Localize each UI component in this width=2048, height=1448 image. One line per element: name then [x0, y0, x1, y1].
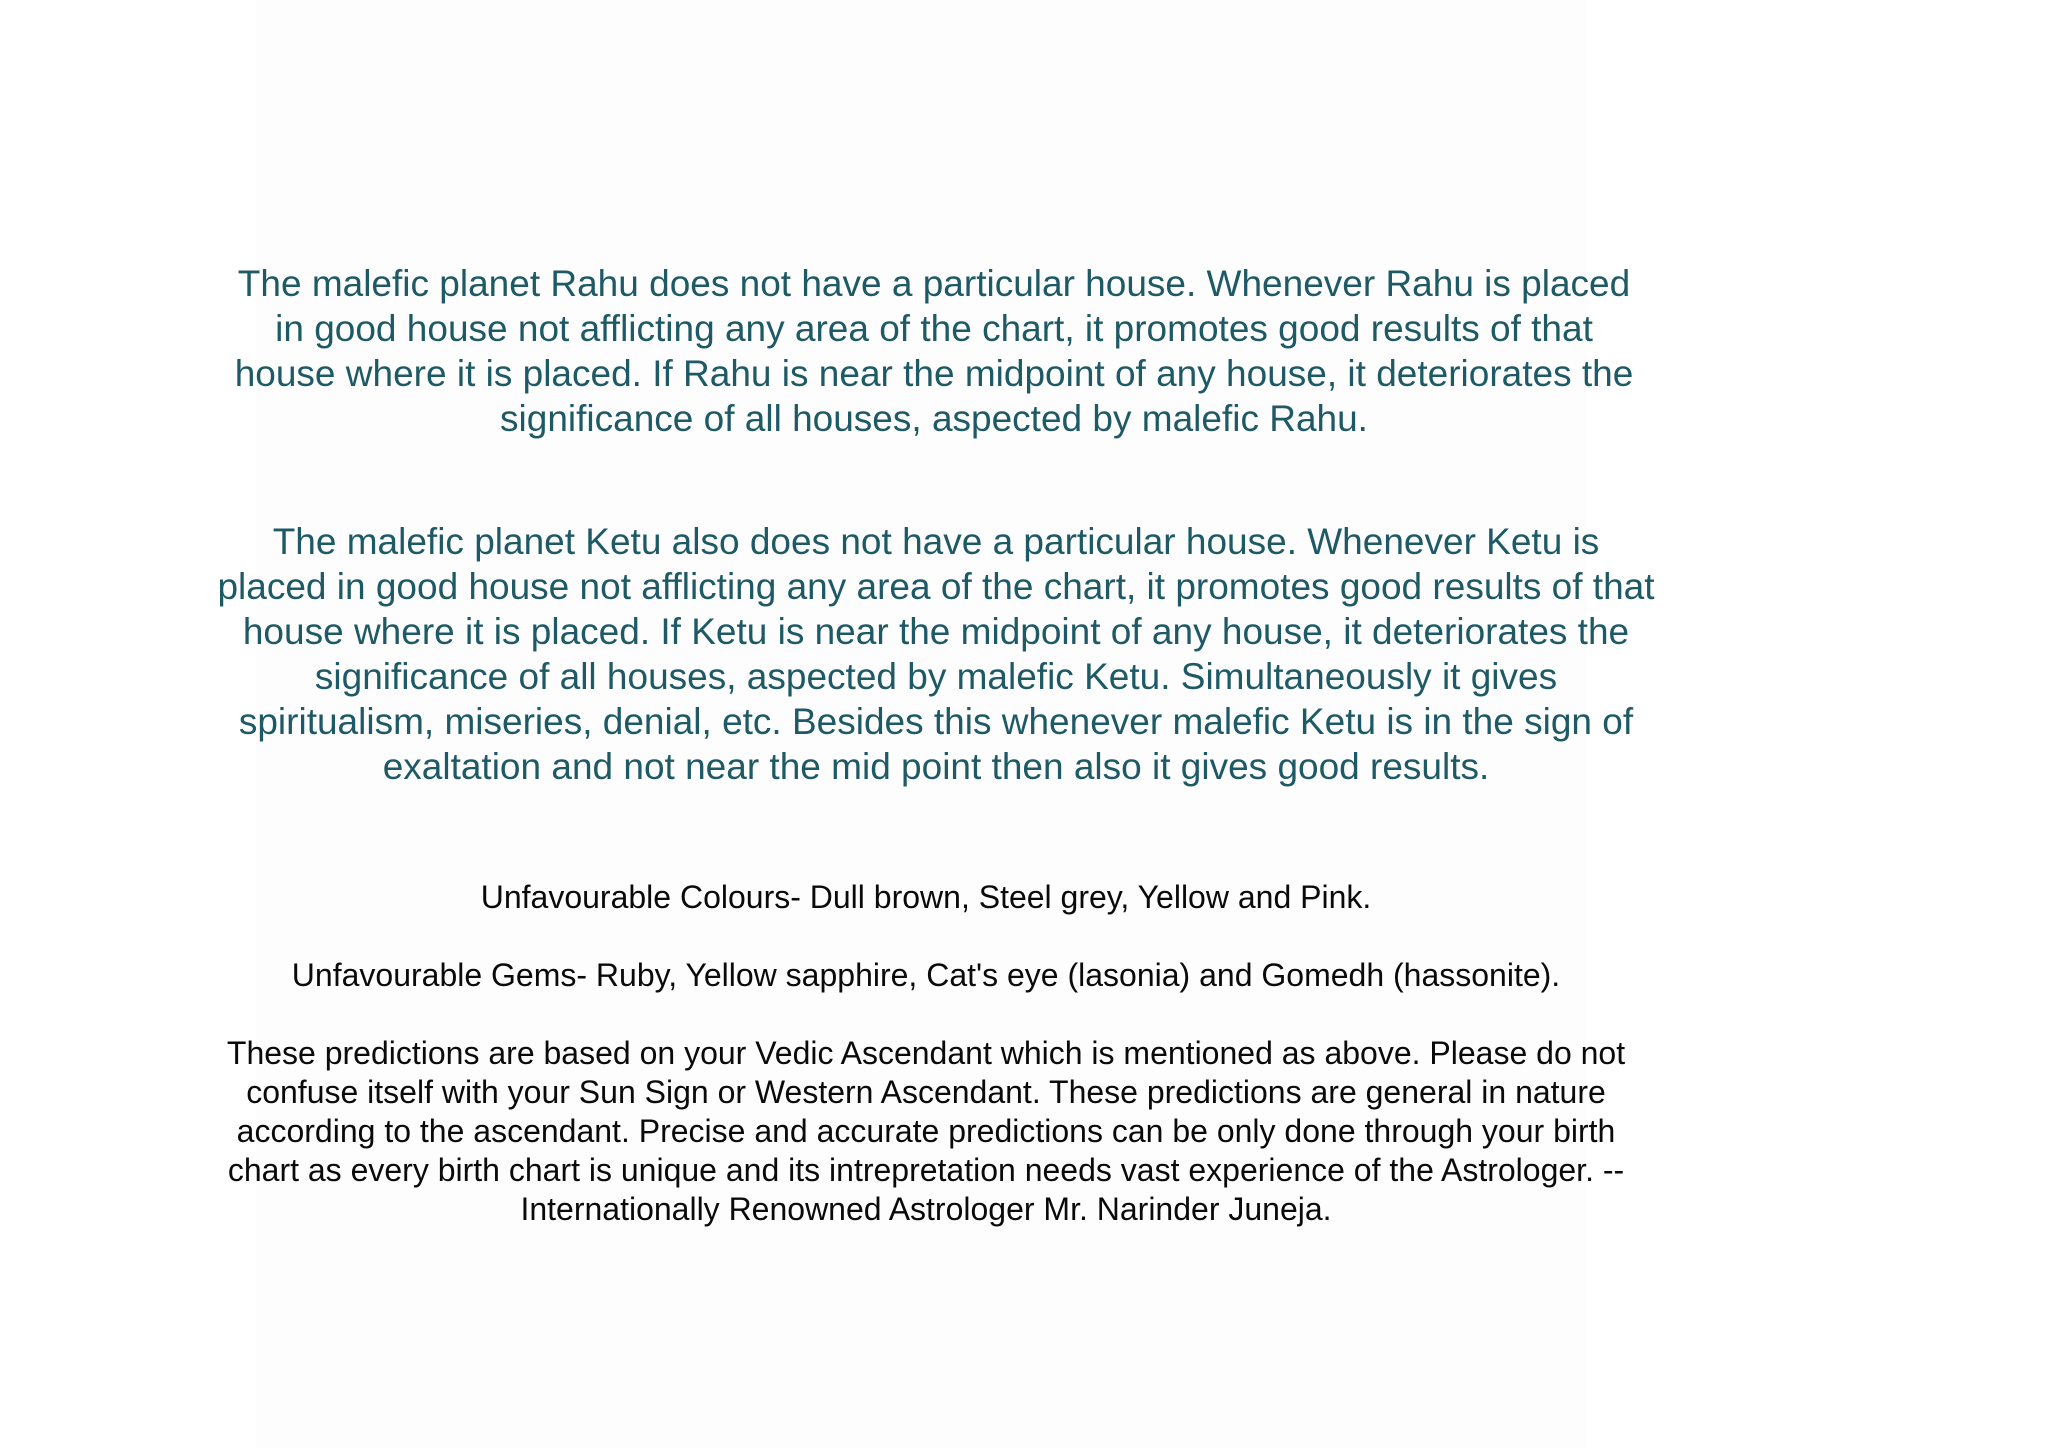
unfavourable-colours: Unfavourable Colours- Dull brown, Steel grey, Yellow and Pink. — [480, 879, 1372, 915]
ketu-paragraph: The malefic planet Ketu also does not have a particular house. Whenever Ketu is placed in good house not afflicting any area of the chart, it promotes good results of that house where it is placed. If Ketu is near the midpoint of any house, it deteriorates the significance of all houses, aspected by malefic Ketu. Simultaneously it gives spiritualism, miseries, denial, etc. Besides this whenever malefic Ketu is in the sign of exaltation and not near the mid point then also it gives good results. — [217, 521, 1655, 787]
disclaimer-paragraph: These predictions are based on your Vedic Ascendant which is mentioned as above. Please do not confuse itself with your Sun Sign or Western Ascendant. These predictions are general in nature according to the ascendant. Precise and accurate predictions can be only done through your birth chart as every birth chart is unique and its intrepretation needs vast experience of the Astrologer. -- Internationally Renowned Astrologer Mr. Narinder Juneja. — [226, 1035, 1626, 1227]
rahu-paragraph: The malefic planet Rahu does not have a particular house. Whenever Rahu is placed in good house not afflicting any area of the chart, it promotes good results of that house where it is placed. If Rahu is near the midpoint of any house, it deteriorates the significance of all houses, aspected by malefic Rahu. — [234, 263, 1634, 439]
unfavourable-gems: Unfavourable Gems- Ruby, Yellow sapphire, Cat's eye (lasonia) and Gomedh (hassonite). — [291, 957, 1561, 993]
